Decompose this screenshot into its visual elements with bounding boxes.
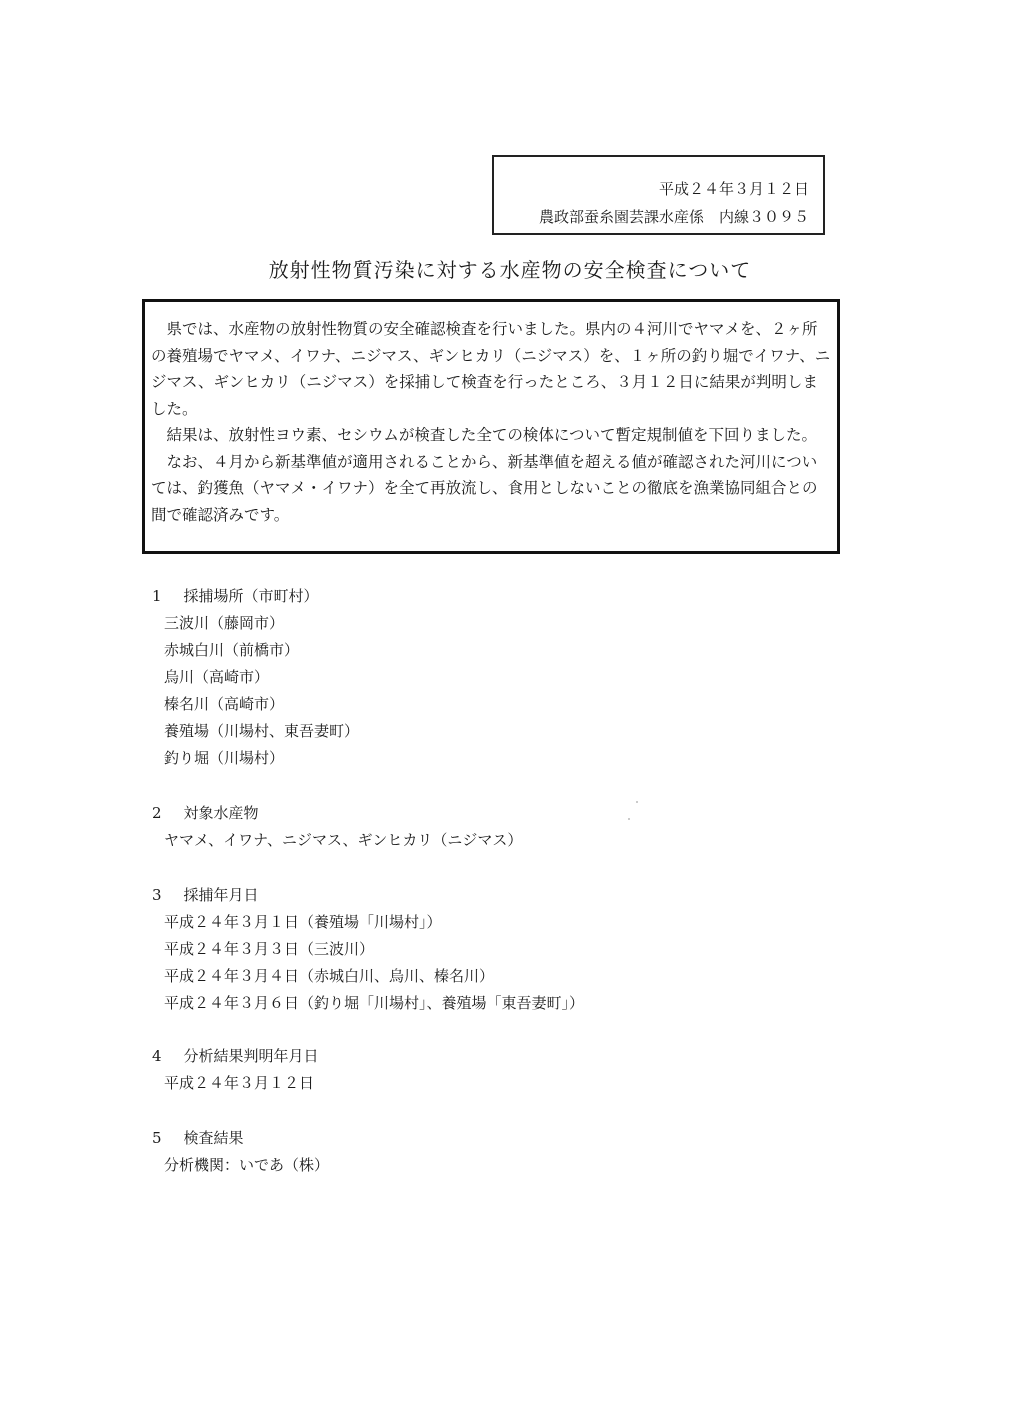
list-item: 平成２４年３月４日（赤城白川、烏川、榛名川）	[164, 967, 495, 985]
section-title: 検査結果	[183, 1129, 244, 1147]
department-contact: 農政部蚕糸園芸課水産係 内線３０９５	[538, 208, 809, 226]
section-title: 採捕年月日	[183, 886, 259, 904]
section-heading	[152, 1125, 329, 1152]
list-item: 平成２４年３月３日（三波川）	[164, 940, 375, 958]
list-item: 赤城白川（前橋市）	[164, 641, 300, 659]
section-sampling-dates	[152, 882, 584, 1017]
section-title: 分析結果判明年月日	[183, 1047, 319, 1065]
list-item: 三波川（藤岡市）	[164, 614, 285, 632]
summary-paragraph: 結果は、放射性ヨウ素、セシウムが検査した全ての検体について暫定規制値を下回りました。	[166, 426, 818, 444]
section-inspection-results	[152, 1125, 329, 1179]
list-item: 平成２４年３月６日（釣り堀「川場村」、養殖場「東吾妻町」）	[164, 994, 585, 1012]
summary-paragraph: なお、４月から新基準値が適用されることから、新基準値を超える値が確認された河川については、釣獲魚（ヤマメ・イワナ）を全て再放流し、食用としないことの徹底を漁業協同組合との間で確認済みです。	[151, 452, 818, 524]
list-item: 平成２４年３月１日（養殖場「川場村」）	[164, 913, 442, 931]
list-item: 釣り堀（川場村）	[164, 749, 285, 767]
contact-box	[492, 155, 825, 235]
section-heading	[152, 882, 584, 909]
list-item: 養殖場（川場村、東吾妻町）	[164, 722, 360, 740]
section-number: 5	[152, 1129, 162, 1147]
scan-speck	[636, 801, 638, 803]
section-title: 対象水産物	[183, 804, 259, 822]
section-sampling-locations	[152, 583, 359, 772]
issue-date: 平成２４年３月１２日	[658, 180, 809, 198]
section-title: 採捕場所（市町村）	[183, 587, 319, 605]
document-title: 放射性物質汚染に対する水産物の安全検査について	[268, 258, 752, 282]
section-number: 4	[152, 1047, 162, 1065]
summary-box	[142, 299, 840, 554]
list-item: 分析機関：いであ（株）	[164, 1156, 330, 1174]
section-number: 1	[152, 587, 162, 605]
list-item: ヤマメ、イワナ、ニジマス、ギンヒカリ（ニジマス）	[164, 831, 523, 849]
scan-speck	[628, 818, 630, 820]
list-item: 榛名川（高崎市）	[164, 695, 285, 713]
list-item: 平成２４年３月１２日	[164, 1074, 315, 1092]
section-heading	[152, 583, 359, 610]
section-heading	[152, 800, 522, 827]
section-number: 3	[152, 886, 162, 904]
summary-paragraph: 県では、水産物の放射性物質の安全確認検査を行いました。県内の４河川でヤマメを、２ヶ所の養殖場でヤマメ、イワナ、ニジマス、ギンヒカリ（ニジマス）を、１ヶ所の釣り堀でイワナ、ニジマス、ギンヒカリ（ニジマス）を採捕して検査を行ったところ、３月１２日に結果が判明しました。	[151, 320, 831, 418]
section-target-products	[152, 800, 522, 854]
section-result-date	[152, 1043, 319, 1097]
section-number: 2	[152, 804, 162, 822]
list-item: 烏川（高崎市）	[164, 668, 270, 686]
section-heading	[152, 1043, 319, 1070]
